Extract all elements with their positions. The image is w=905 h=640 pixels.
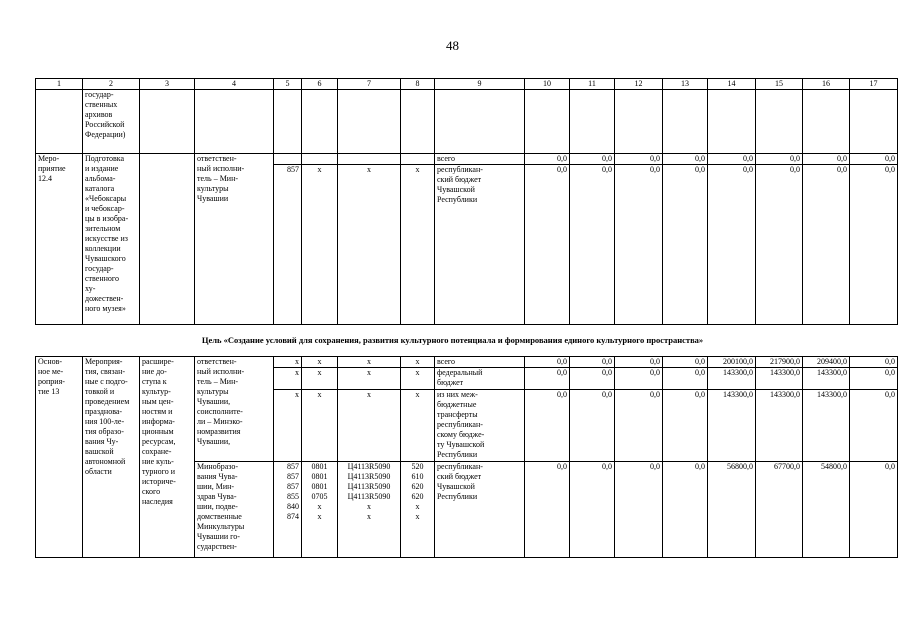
col7-code: x bbox=[338, 390, 401, 462]
value-cell: 0,0 bbox=[850, 154, 898, 165]
funding-source: республикан- ский бюджет Чувашской Республики bbox=[435, 462, 525, 558]
column-number-3: 3 bbox=[140, 79, 195, 90]
value-cell: 0,0 bbox=[663, 368, 708, 390]
value-cell: 0,0 bbox=[663, 390, 708, 462]
value-cell: 0,0 bbox=[663, 165, 708, 325]
funding-source: республикан- ский бюджет Чувашской Республики bbox=[435, 165, 525, 325]
value-cell: 0,0 bbox=[756, 154, 803, 165]
column-number-5: 5 bbox=[274, 79, 302, 90]
col6-code bbox=[302, 154, 338, 165]
col5-code bbox=[274, 154, 302, 165]
event-12-4-total-row bbox=[36, 154, 898, 165]
event-number: Меро- приятие 12.4 bbox=[36, 154, 83, 325]
value-cell: 209400,0 bbox=[803, 357, 850, 368]
col7-code: x bbox=[338, 165, 401, 325]
column-number-8: 8 bbox=[401, 79, 435, 90]
value-cell: 0,0 bbox=[570, 154, 615, 165]
col6-code: x bbox=[302, 357, 338, 368]
value-cell: 0,0 bbox=[570, 368, 615, 390]
column-number-1: 1 bbox=[36, 79, 83, 90]
column-number-2: 2 bbox=[83, 79, 140, 90]
col5-code: 857 857 857 855 840 874 bbox=[274, 462, 302, 558]
value-cell: 0,0 bbox=[850, 368, 898, 390]
funding-source: из них меж- бюджетные трансферты республикан- скому бюдже- ту Чувашской Республики bbox=[435, 390, 525, 462]
col5-code: x bbox=[274, 390, 302, 462]
value-cell: 0,0 bbox=[525, 165, 570, 325]
column-number-9: 9 bbox=[435, 79, 525, 90]
col7-code: x bbox=[338, 368, 401, 390]
budget-table-top bbox=[35, 78, 898, 325]
value-cell: 54800,0 bbox=[803, 462, 850, 558]
value-cell: 0,0 bbox=[850, 462, 898, 558]
column-number-12: 12 bbox=[615, 79, 663, 90]
col7-code: x bbox=[338, 357, 401, 368]
col8-code bbox=[401, 154, 435, 165]
value-cell: 0,0 bbox=[803, 154, 850, 165]
value-cell: 0,0 bbox=[850, 165, 898, 325]
col8-code: x bbox=[401, 368, 435, 390]
value-cell: 143300,0 bbox=[756, 368, 803, 390]
value-cell: 0,0 bbox=[663, 357, 708, 368]
main-event-executor-b: Минобразо- вания Чува- шии, Мин- здрав Чува- шии, подве- домственные Минкультуры Чувашии го- сударствен- bbox=[195, 462, 274, 558]
value-cell: 143300,0 bbox=[708, 368, 756, 390]
col8-code: x bbox=[401, 390, 435, 462]
column-number-11: 11 bbox=[570, 79, 615, 90]
col5-code: x bbox=[274, 368, 302, 390]
value-cell: 0,0 bbox=[615, 390, 663, 462]
value-cell: 67700,0 bbox=[756, 462, 803, 558]
value-cell: 0,0 bbox=[570, 357, 615, 368]
value-cell: 143300,0 bbox=[803, 390, 850, 462]
value-cell: 143300,0 bbox=[803, 368, 850, 390]
value-cell: 0,0 bbox=[525, 462, 570, 558]
value-cell: 0,0 bbox=[525, 390, 570, 462]
col6-code: 0801 0801 0801 0705 x x bbox=[302, 462, 338, 558]
value-cell: 0,0 bbox=[756, 165, 803, 325]
budget-table-bottom bbox=[35, 356, 898, 558]
funding-source: федеральный бюджет bbox=[435, 368, 525, 390]
value-cell: 0,0 bbox=[850, 390, 898, 462]
column-number-16: 16 bbox=[803, 79, 850, 90]
value-cell: 0,0 bbox=[615, 165, 663, 325]
page-number: 48 bbox=[446, 38, 459, 53]
value-cell: 0,0 bbox=[708, 154, 756, 165]
continuation-row bbox=[36, 90, 898, 154]
value-cell: 0,0 bbox=[525, 154, 570, 165]
value-cell: 56800,0 bbox=[708, 462, 756, 558]
value-cell: 0,0 bbox=[850, 357, 898, 368]
column-number-10: 10 bbox=[525, 79, 570, 90]
column-number-7: 7 bbox=[338, 79, 401, 90]
col5-code: 857 bbox=[274, 165, 302, 325]
value-cell: 0,0 bbox=[615, 154, 663, 165]
event-executor: ответствен- ный исполни- тель – Мин- культуры Чувашии bbox=[195, 154, 274, 325]
value-cell: 0,0 bbox=[663, 462, 708, 558]
col8-code: x bbox=[401, 165, 435, 325]
column-number-4: 4 bbox=[195, 79, 274, 90]
value-cell: 217900,0 bbox=[756, 357, 803, 368]
col6-code: x bbox=[302, 368, 338, 390]
value-cell: 0,0 bbox=[570, 165, 615, 325]
value-cell: 0,0 bbox=[663, 154, 708, 165]
value-cell: 0,0 bbox=[615, 368, 663, 390]
funding-source: всего bbox=[435, 154, 525, 165]
value-cell: 143300,0 bbox=[708, 390, 756, 462]
value-cell: 0,0 bbox=[803, 165, 850, 325]
column-number-15: 15 bbox=[756, 79, 803, 90]
value-cell: 0,0 bbox=[525, 357, 570, 368]
main-event-title: Мероприя- тия, связан- ные с подго- товкой и проведением празднова- ния 100-ле- тия образо- вания Чу- вашской автономной области bbox=[83, 357, 140, 558]
value-cell: 143300,0 bbox=[756, 390, 803, 462]
value-cell: 0,0 bbox=[570, 462, 615, 558]
column-number-row bbox=[36, 79, 898, 90]
main-event-executor-a: ответствен- ный исполни- тель – Мин- культуры Чувашии, соисполните- ли – Минэко- номразвития Чувашии, bbox=[195, 357, 274, 462]
col8-code: 520 610 620 620 x x bbox=[401, 462, 435, 558]
value-cell: 0,0 bbox=[708, 165, 756, 325]
value-cell: 0,0 bbox=[615, 357, 663, 368]
column-number-17: 17 bbox=[850, 79, 898, 90]
col6-code: x bbox=[302, 390, 338, 462]
event-title: Подготовка и издание альбома- каталога «Чебоксары и чебоксар- цы в изобра- зительном искусстве из коллекции Чувашского государ- ственного ху- дожествен- ного музея» bbox=[83, 154, 140, 325]
col6-code: x bbox=[302, 165, 338, 325]
cont-measure-name: государ- ственных архивов Российской Федерации) bbox=[83, 90, 140, 154]
main-13-total-row bbox=[36, 357, 898, 368]
main-event-goal: расшире- ние до- ступа к культур- ным цен- ностям и информа- ционным ресурсам, сохране- ние куль- турного и историче- ского наследия bbox=[140, 357, 195, 558]
value-cell: 0,0 bbox=[525, 368, 570, 390]
column-number-14: 14 bbox=[708, 79, 756, 90]
col7-code bbox=[338, 154, 401, 165]
column-number-6: 6 bbox=[302, 79, 338, 90]
goal-heading: Цель «Создание условий для сохранения, развития культурного потенциала и формирования единого культурного пространства» bbox=[201, 335, 704, 345]
col5-code: x bbox=[274, 357, 302, 368]
col8-code: x bbox=[401, 357, 435, 368]
value-cell: 200100,0 bbox=[708, 357, 756, 368]
col7-code: Ц4113R5090 Ц4113R5090 Ц4113R5090 Ц4113R5090 x x bbox=[338, 462, 401, 558]
funding-source: всего bbox=[435, 357, 525, 368]
value-cell: 0,0 bbox=[570, 390, 615, 462]
column-number-13: 13 bbox=[663, 79, 708, 90]
main-event-number: Основ- ное ме- роприя- тие 13 bbox=[36, 357, 83, 558]
value-cell: 0,0 bbox=[615, 462, 663, 558]
